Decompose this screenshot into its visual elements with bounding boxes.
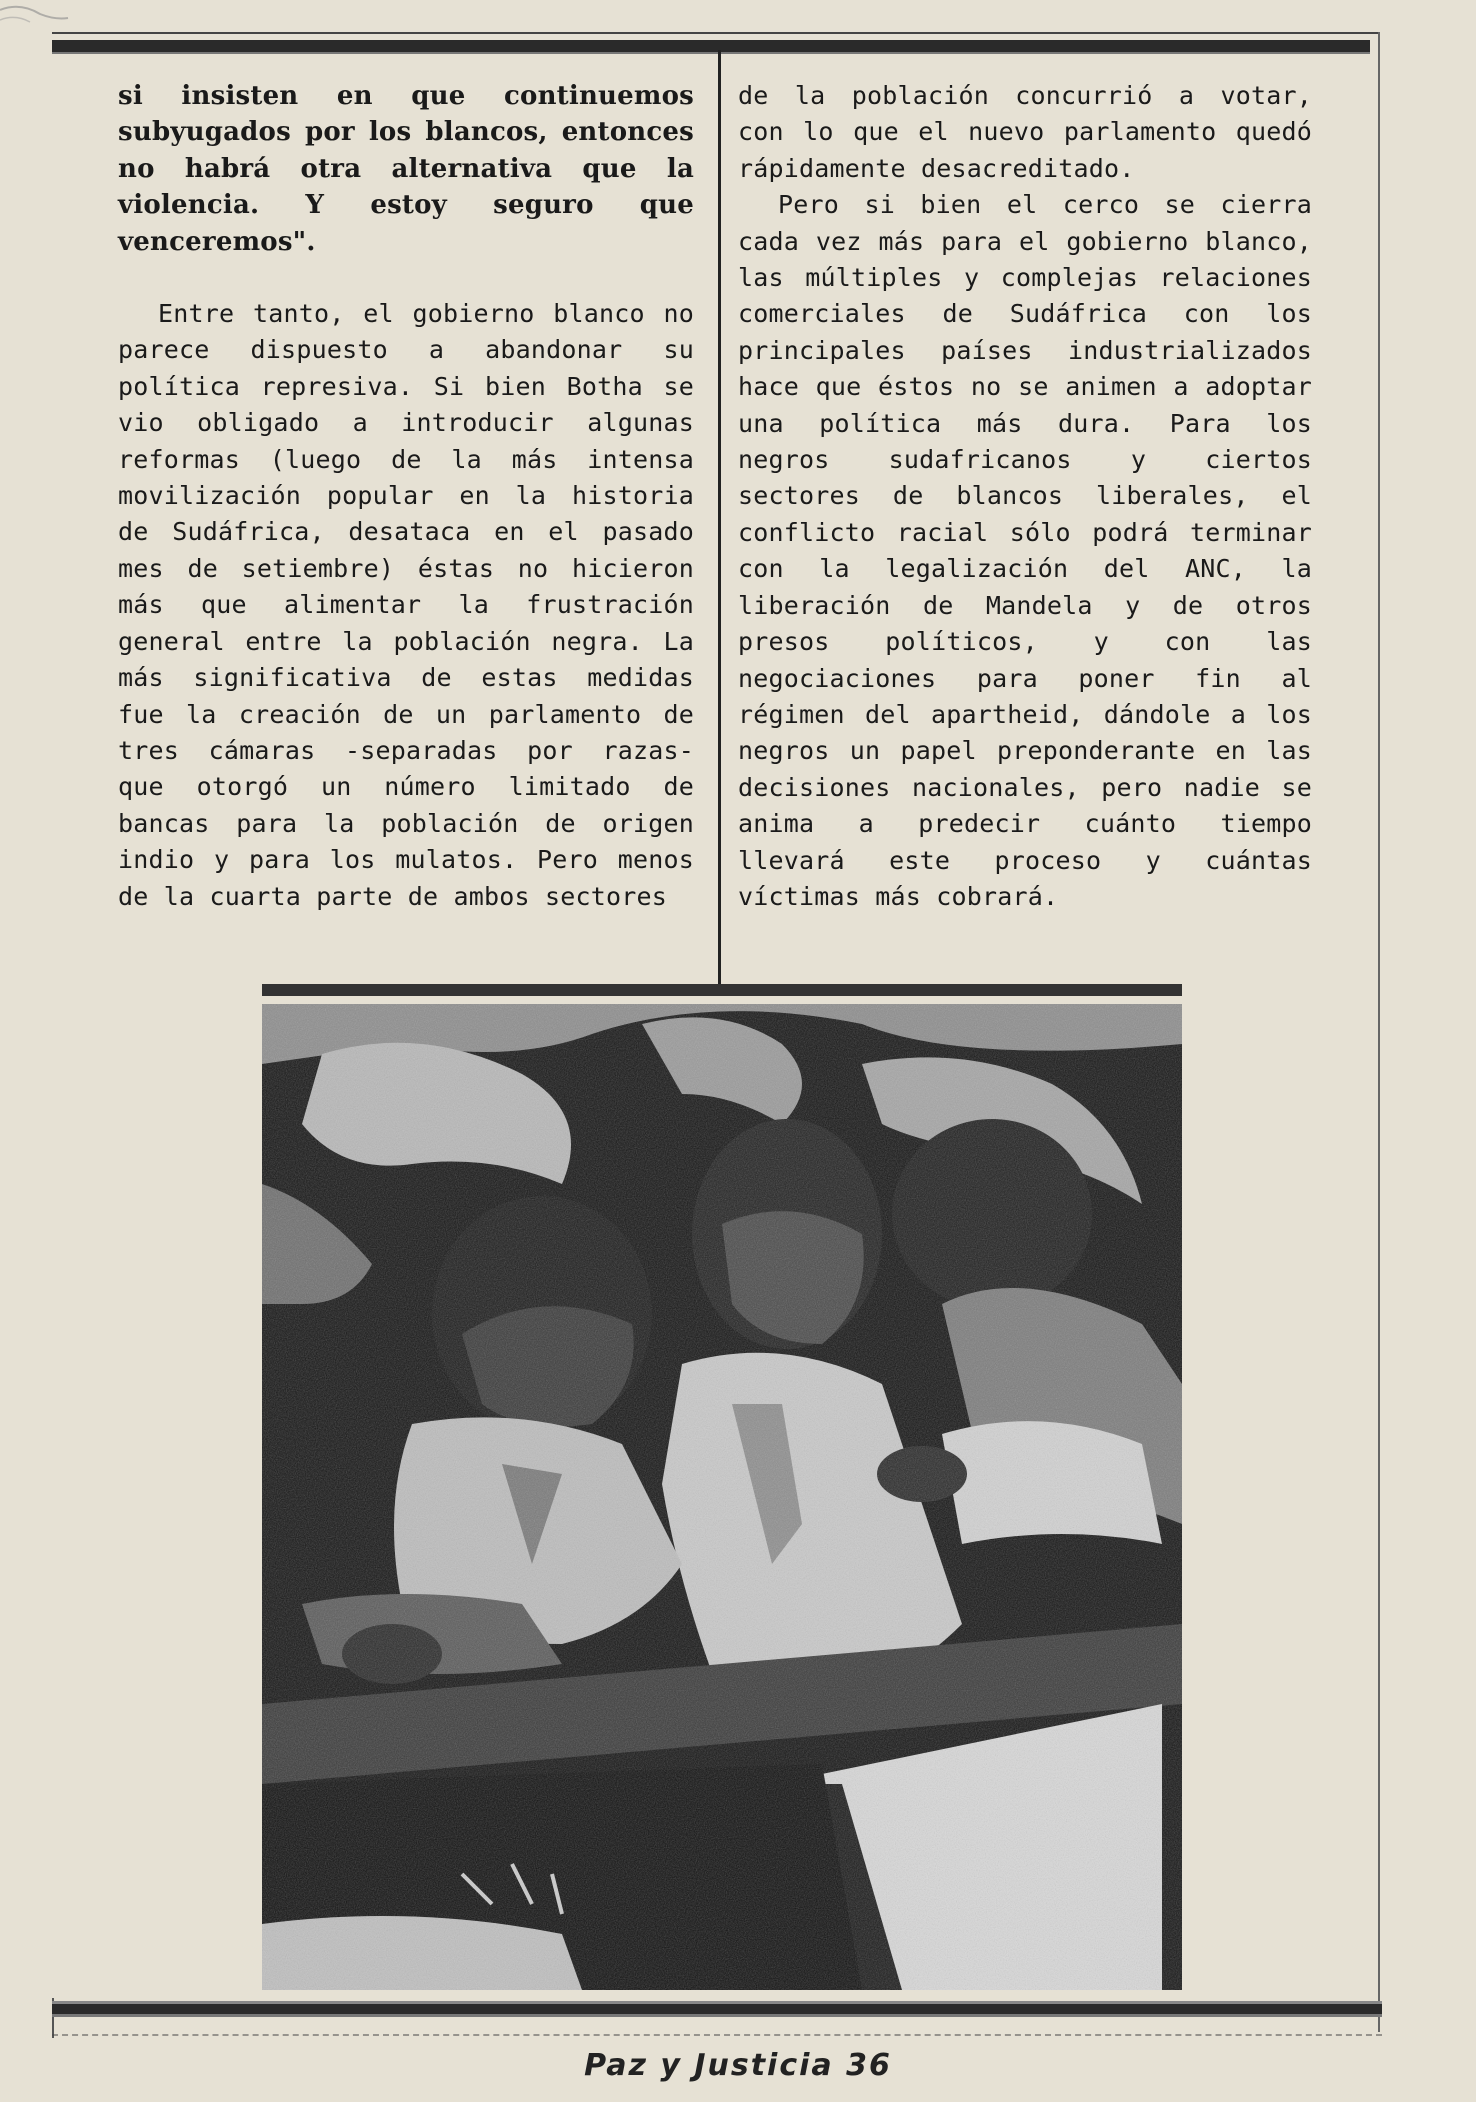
quote-paragraph: si insisten en que continuemos subyugados por los blancos, entonces no habrá otra alternativa que la violencia. Y estoy seguro que venceremos". — [118, 81, 694, 257]
bottom-thin-line — [52, 2034, 1382, 2037]
photo-illustration — [262, 1004, 1182, 1990]
photograph-children-reading — [262, 1004, 1182, 1990]
body-paragraph: Pero si bien el cerco se cierra cada vez más para el gobierno blanco, las múltiples y complejas relaciones comerciales de Sudáfrica con los principales países industrializados hace que éstos no se animen a adoptar una política más dura. Para los negros sudafricanos y ciertos sectores de blancos liberales, el conflicto racial sólo podrá terminar con la legalización del ANC, la liberación de Mandela y de otros presos políticos, y con las negociaciones para poner fin al régimen del apartheid, dándole a los negros un papel preponderante en las decisiones nacionales, pero nadie se anima a predecir cuánto tiempo llevará este proceso y cuántas víctimas más cobrará. — [738, 190, 1312, 911]
bottom-rule — [52, 2004, 1382, 2014]
page-footer: Paz y Justicia 36 — [584, 2048, 892, 2083]
top-rule — [52, 40, 1370, 52]
column-divider — [718, 50, 721, 985]
right-column — [738, 78, 1312, 915]
photo-block — [262, 984, 1182, 1990]
right-border-line — [1378, 32, 1380, 2032]
left-column — [118, 78, 694, 915]
top-border-line — [52, 32, 1380, 34]
body-paragraph: Entre tanto, el gobierno blanco no parece dispuesto a abandonar su política represiva. Si bien Botha se vio obligado a introducir algunas reformas (luego de la más intensa movilización popular en la historia de Sudáfrica, desataca en el pasado mes de setiembre) éstas no hicieron más que alimentar la frustración general entre la población negra. La más significativa de estas medidas fue la creación de un parlamento de tres cámaras -separadas por razas- que otorgó un número limitado de bancas para la población de origen indio y para los mulatos. Pero menos de la cuarta parte de ambos sectores — [118, 299, 694, 911]
photo-top-bar — [262, 984, 1182, 996]
continuation-paragraph: de la población concurrió a votar, con lo que el nuevo parlamento quedó rápidamente desacreditado. — [738, 81, 1312, 183]
